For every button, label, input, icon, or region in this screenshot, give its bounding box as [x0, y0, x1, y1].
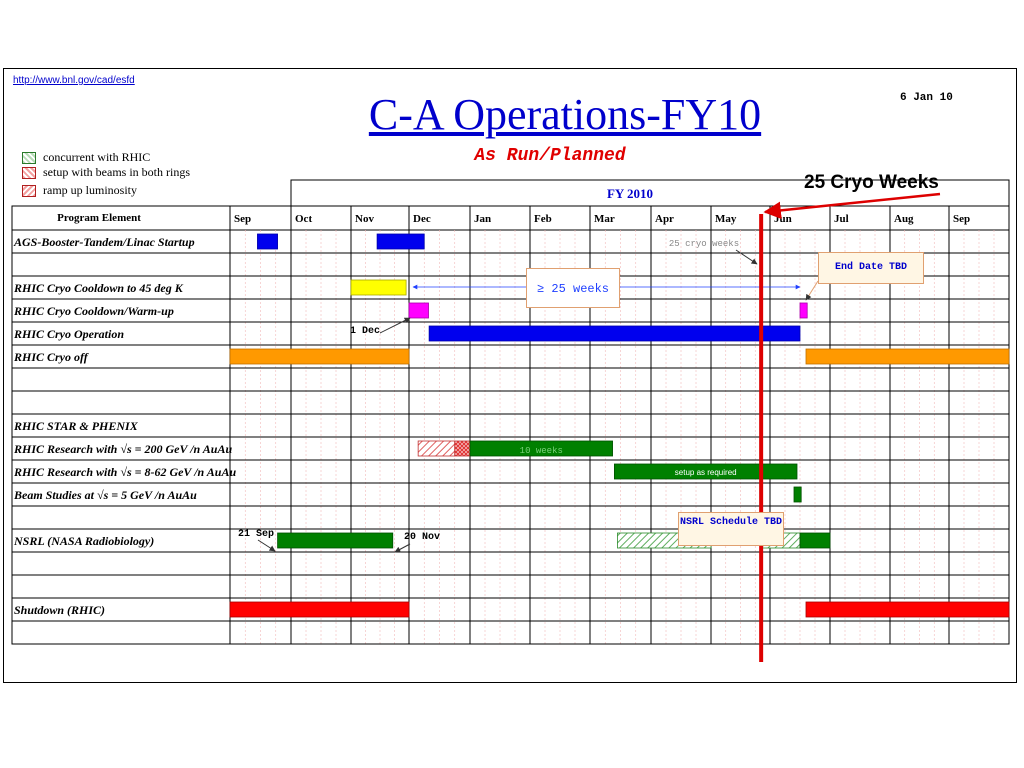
page-title: C-A Operations-FY10	[368, 90, 762, 139]
cryo-weeks-pointer	[736, 250, 757, 264]
month-label: May	[715, 213, 737, 225]
gantt-bar	[800, 533, 830, 548]
month-label: Sep	[234, 213, 252, 225]
green-hatch-swatch-icon	[22, 152, 36, 164]
gantt-bar	[230, 602, 409, 617]
month-label: Nov	[355, 213, 374, 225]
row-label: RHIC Cryo Cooldown/Warm-up	[14, 304, 174, 318]
month-label: Aug	[894, 213, 914, 225]
cryo-weeks-inline-label: 25 cryo weeks	[668, 239, 740, 249]
cryo-weeks-arrow	[765, 194, 940, 212]
sep-21-pointer	[258, 540, 275, 551]
row-label: RHIC Research with √s = 8-62 GeV /n AuAu	[14, 465, 237, 479]
bar-label: setup as required	[674, 468, 737, 477]
gantt-bar	[800, 303, 807, 318]
gantt-bar	[806, 349, 1009, 364]
gantt-bar	[409, 303, 429, 318]
gantt-bar	[418, 441, 455, 456]
source-link[interactable]: http://www.bnl.gov/cad/esfd	[13, 75, 135, 86]
row-label: RHIC Cryo off	[14, 350, 88, 364]
one-dec-label: 1 Dec	[350, 326, 381, 337]
bar-label: 10 weeks	[519, 446, 563, 456]
month-label: Feb	[534, 213, 552, 225]
row-label: AGS-Booster-Tandem/Linac Startup	[14, 235, 195, 249]
month-label: Sep	[953, 213, 971, 225]
gantt-bar	[806, 602, 1009, 617]
row-label: Shutdown (RHIC)	[14, 603, 106, 617]
legend-item-concurrent	[22, 150, 150, 164]
month-label: Jul	[834, 213, 849, 225]
gantt-bar	[794, 487, 801, 502]
nsrl-schedule-box: NSRL Schedule TBD	[678, 512, 784, 546]
end-date-tbd-box: End Date TBD	[818, 252, 924, 284]
cryo-weeks-callout: 25 Cryo Weeks	[804, 172, 939, 193]
program-element-header: Program Element	[57, 212, 141, 224]
legend-label: ramp up luminosity	[43, 183, 137, 197]
month-label: Jan	[474, 213, 492, 225]
gantt-bar	[351, 280, 406, 295]
month-label: Dec	[413, 213, 431, 225]
red-crosshatch-swatch-icon	[22, 185, 36, 197]
row-label: RHIC STAR & PHENIX	[14, 419, 138, 433]
gantt-bar	[257, 234, 277, 249]
month-label: Oct	[295, 213, 313, 225]
gantt-bar	[278, 533, 393, 548]
legend-label: setup with beams in both rings	[43, 165, 190, 179]
legend-item-ramp	[22, 183, 137, 197]
row-label: RHIC Research with √s = 200 GeV /n AuAu	[14, 442, 233, 456]
legend-label: concurrent with RHIC	[43, 150, 151, 164]
end-date-pointer	[806, 281, 818, 300]
month-label: Mar	[594, 213, 615, 225]
row-label: NSRL (NASA Radiobiology)	[14, 534, 155, 548]
nov-20-pointer	[395, 544, 410, 552]
row-label: RHIC Cryo Cooldown to 45 deg K	[14, 281, 183, 295]
fy-label: FY 2010	[606, 186, 654, 201]
gantt-bar	[429, 326, 800, 341]
legend-item-setup	[22, 165, 190, 179]
gantt-bar	[455, 441, 470, 456]
ge-25-weeks-box: ≥ 25 weeks	[526, 268, 620, 308]
one-dec-pointer	[380, 318, 410, 333]
gantt-bar	[230, 349, 409, 364]
row-label: RHIC Cryo Operation	[14, 327, 125, 341]
red-hatch-swatch-icon	[22, 167, 36, 179]
page-subtitle: As Run/Planned	[474, 146, 626, 166]
date-label: 6 Jan 10	[900, 92, 953, 104]
nov-20-label: 20 Nov	[404, 532, 441, 543]
row-label: Beam Studies at √s = 5 GeV /n AuAu	[14, 488, 197, 502]
month-label: Jun	[774, 213, 792, 225]
gantt-bar	[377, 234, 424, 249]
sep-21-label: 21 Sep	[238, 529, 275, 540]
month-label: Apr	[655, 213, 674, 225]
